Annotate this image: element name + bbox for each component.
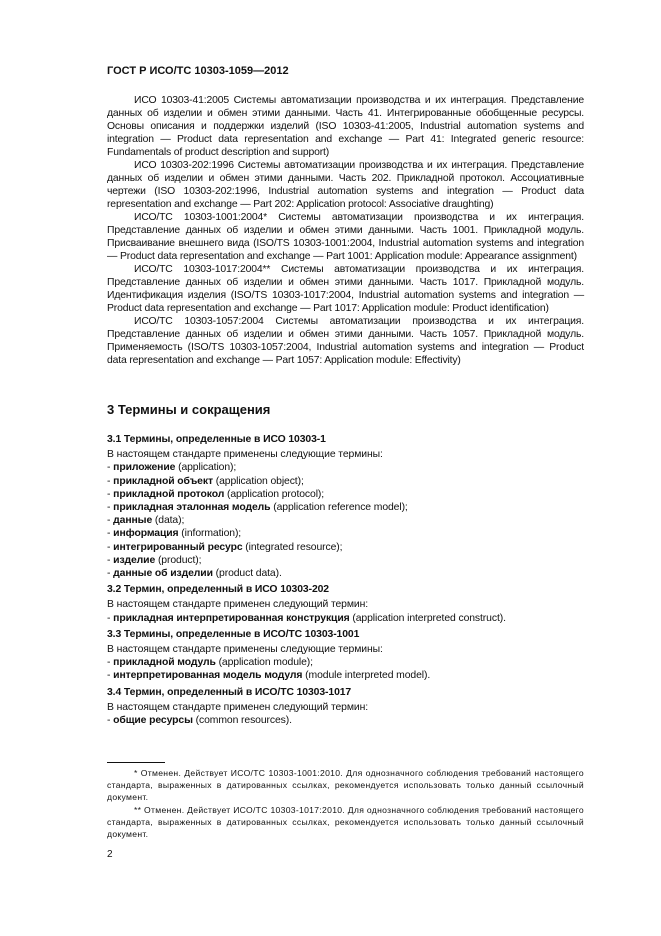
term-english: (integrated resource); <box>242 541 343 553</box>
term-name: информация <box>113 528 179 540</box>
term-item: - интегрированный ресурс (integrated resource); <box>107 541 343 553</box>
term-name: данные об изделии <box>113 568 213 580</box>
term-name: данные <box>113 515 153 527</box>
reference-item: ИСО/ТС 10303-1057:2004 Системы автоматизации производства и их интеграция. Представление данных об изделии и обмен этими данными. Часть 1057. Прикладной модуль. Применяемость (ISO/TS 10303-1057:2004, Industrial automation systems and integration — Product data representation and exchange — Part 1057: Application module: Effectivity) <box>107 316 584 366</box>
term-item: - данные (data); <box>107 515 185 527</box>
term-english: (product); <box>155 554 202 566</box>
term-name: общие ресурсы <box>113 715 193 727</box>
footnote: * Отменен. Действует ИСО/ТС 10303-1001:2010. Для однозначного соблюдения требований настоящего стандарта, выраженных в датированных ссылках, рекомендуется использовать только данный ссылочный документ. <box>107 768 584 803</box>
term-english: (application); <box>175 462 237 474</box>
document-header: ГОСТ Р ИСО/ТС 10303-1059—2012 <box>107 65 289 77</box>
term-item: - прикладной протокол (application protocol); <box>107 488 325 500</box>
term-item: - интерпретированная модель модуля (module interpreted model). <box>107 670 431 682</box>
term-item: - приложение (application); <box>107 462 237 474</box>
term-item: - данные об изделии (product data). <box>107 568 282 580</box>
term-name: интегрированный ресурс <box>113 541 243 553</box>
term-english: (application reference model); <box>270 502 408 514</box>
term-item: - прикладная эталонная модель (application reference model); <box>107 502 408 514</box>
term-name: прикладная эталонная модель <box>113 502 271 514</box>
section-title: 3 Термины и сокращения <box>107 402 271 417</box>
subsection-title: 3.1 Термины, определенные в ИСО 10303-1 <box>107 434 326 445</box>
page-number: 2 <box>107 849 113 860</box>
term-english: (application interpreted construct). <box>349 612 506 624</box>
reference-item: ИСО 10303-202:1996 Системы автоматизации производства и их интеграция. Представление данных об изделии и обмен этими данными. Часть 202. Прикладной протокол. Ассоциативные чертежи (ISO 10303-202:1996, Industrial automation systems and integration — Product data representation and exchange — Part 202: Application protocol: Associative draughting) <box>107 160 584 210</box>
term-english: (application module); <box>215 657 313 669</box>
term-english: (application protocol); <box>224 488 325 500</box>
term-item: - прикладная интерпретированная конструкция (application interpreted construct). <box>107 612 506 624</box>
term-english: (information); <box>178 528 242 540</box>
subsection-intro: В настоящем стандарте применены следующие термины: <box>107 449 383 461</box>
term-item: - прикладной модуль (application module); <box>107 657 313 669</box>
terms-section <box>107 433 584 727</box>
normative-references <box>107 94 584 367</box>
term-name: приложение <box>113 462 176 474</box>
term-english: (data); <box>152 515 185 527</box>
term-name: прикладной модуль <box>113 657 216 669</box>
footnote-divider <box>107 762 165 763</box>
term-name: прикладной протокол <box>113 488 225 500</box>
term-item: - общие ресурсы (common resources). <box>107 715 292 727</box>
subsection-intro: В настоящем стандарте применен следующий термин: <box>107 701 369 713</box>
term-name: прикладная интерпретированная конструкция <box>113 612 350 624</box>
term-name: интерпретированная модель модуля <box>113 670 303 682</box>
footnotes <box>107 767 584 840</box>
subsection-intro: В настоящем стандарте применен следующий термин: <box>107 599 369 611</box>
term-name: прикладной объект <box>113 475 213 487</box>
subsection-title: 3.4 Термин, определенный в ИСО/ТС 10303-1017 <box>107 686 352 698</box>
reference-item: ИСО/ТС 10303-1017:2004** Системы автоматизации производства и их интеграция. Представление данных об изделии и обмен этими данными. Часть 1017. Прикладной модуль. Идентификация изделия (ISO/TS 10303-1017:2004, Industrial automation systems and integration — Product data representation and exchange — Part 1017: Application module: Product identification) <box>107 264 584 314</box>
term-english: (application object); <box>212 475 304 487</box>
term-name: изделие <box>113 554 156 566</box>
reference-item: ИСО 10303-41:2005 Системы автоматизации производства и их интеграция. Представление данных об изделии и обмен этими данными. Часть 41. Интегрированные обобщенные ресурсы. Основы описания и поддержки изделий (ISO 10303-41:2005, Industrial automation systems and integration — Product data representation and exchange — Part 41: Integrated generic resource: Fundamentals of product description and support) <box>107 95 584 158</box>
subsection-title: 3.3 Термины, определенные в ИСО/ТС 10303-1001 <box>107 628 360 640</box>
term-english: (module interpreted model). <box>302 670 431 682</box>
term-english: (common resources). <box>192 715 292 727</box>
term-item: - информация (information); <box>107 528 242 540</box>
term-item: - изделие (product); <box>107 554 202 566</box>
subsection-intro: В настоящем стандарте применены следующие термины: <box>107 644 383 656</box>
subsection-title: 3.2 Термин, определенный в ИСО 10303-202 <box>107 584 329 596</box>
reference-item: ИСО/ТС 10303-1001:2004* Системы автоматизации производства и их интеграция. Представление данных об изделии и обмен этими данными. Часть 1001. Прикладной модуль. Присваивание внешнего вида (ISO/TS 10303-1001:2004, Industrial automation systems and integration — Product data representation and exchange — Part 1001: Application module: Appearance assignment) <box>107 212 584 262</box>
footnote: ** Отменен. Действует ИСО/ТС 10303-1017:2010. Для однозначного соблюдения требований настоящего стандарта, выраженных в датированных ссылках, рекомендуется использовать только данный ссылочный документ. <box>107 804 584 840</box>
term-english: (product data). <box>212 568 282 580</box>
term-item: - прикладной объект (application object); <box>107 475 304 487</box>
